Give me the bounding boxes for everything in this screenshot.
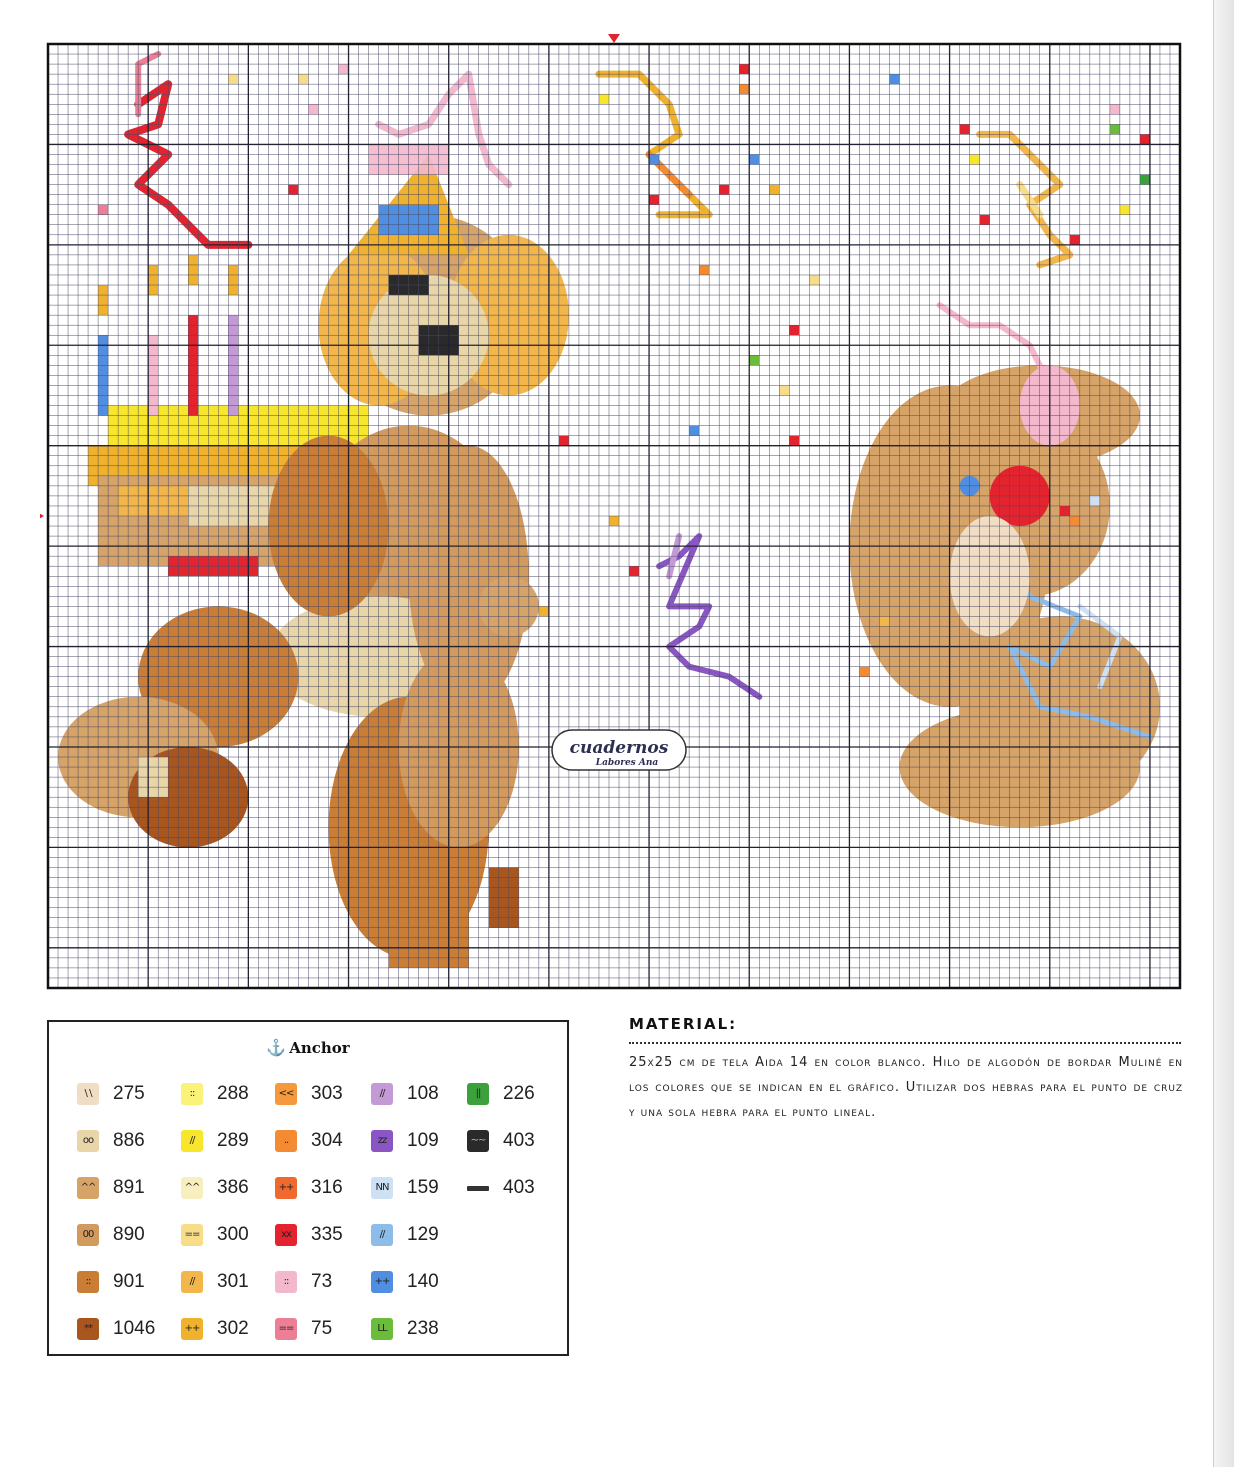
center-marker-left-icon [40,510,44,522]
thread-code: 289 [217,1130,249,1151]
confetti-stitch [749,355,759,365]
thread-swatch-icon: << [275,1083,297,1105]
confetti-stitch [339,64,349,74]
confetti-stitch [539,606,549,616]
thread-swatch-icon: 00 [77,1224,99,1246]
confetti-stitch [298,74,308,84]
thread-swatch-icon: oo [77,1130,99,1152]
legend-item [371,1080,439,1108]
confetti-stitch [960,124,970,134]
thread-code: 302 [217,1318,249,1339]
thread-swatch-icon: :: [275,1271,297,1293]
legend-item [467,1080,535,1108]
confetti-stitch [809,275,819,285]
legend-item [467,1174,535,1202]
thread-code: 300 [217,1224,249,1245]
confetti-stitch [769,185,779,195]
cross-stitch-chart [40,30,1190,995]
thread-swatch-icon: \ \ [77,1083,99,1105]
thread-swatch-icon: :: [181,1083,203,1105]
confetti-stitch [1120,205,1130,215]
legend-item [371,1315,439,1343]
material-title: MATERIAL: [629,1015,738,1033]
confetti-stitch [609,516,619,526]
confetti-stitch [1070,516,1080,526]
legend-item [275,1268,332,1296]
thread-code: 901 [113,1271,145,1292]
confetti-stitch [559,436,569,446]
confetti-stitch [228,74,238,84]
thread-swatch-icon: ^^ [77,1177,99,1199]
thread-code: 403 [503,1177,535,1198]
thread-code: 890 [113,1224,145,1245]
confetti-stitch [649,195,659,205]
thread-swatch-icon: == [275,1318,297,1340]
confetti-stitch [779,385,789,395]
thread-swatch-icon: || [467,1083,489,1105]
legend-item [77,1221,145,1249]
thread-code: 108 [407,1083,439,1104]
stitch-block [188,255,198,285]
confetti-stitch [719,185,729,195]
thread-code: 891 [113,1177,145,1198]
thread-swatch-icon: // [181,1271,203,1293]
color-legend [47,1020,569,1356]
legend-item [181,1174,249,1202]
thread-swatch-icon: xx [275,1224,297,1246]
confetti-stitch [889,74,899,84]
thread-code: 335 [311,1224,343,1245]
legend-item [371,1268,439,1296]
confetti-stitch [970,154,980,164]
confetti-stitch [1070,235,1080,245]
confetti-stitch [749,154,759,164]
confetti-stitch [789,436,799,446]
confetti-stitch [629,566,639,576]
confetti-stitch [1090,496,1100,506]
thread-code: 275 [113,1083,145,1104]
thread-code: 73 [311,1271,333,1292]
confetti-stitch [288,185,298,195]
thread-swatch-icon: NN [371,1177,393,1199]
thread-swatch-icon: ~~ [467,1130,489,1152]
confetti-stitch [689,426,699,436]
thread-swatch-icon: ++ [181,1318,203,1340]
thread-swatch-icon: // [181,1130,203,1152]
stitch-block [98,285,108,315]
thread-swatch-icon: // [371,1083,393,1105]
legend-item [77,1127,145,1155]
thread-code: 288 [217,1083,249,1104]
legend-brand: ⚓ Anchor [266,1038,350,1057]
center-marker-top-icon [608,34,620,43]
confetti-stitch [1110,104,1120,114]
thread-code: 226 [503,1083,535,1104]
legend-item [275,1315,332,1343]
material-description: 25x25 cm de tela Aida 14 en color blanco. Hilo de algodón de bordar Muliné en los colores que se indican en el gráfico. Utilizar dos hebras para el punto de cruz y una sola hebra para el punto lineal. [629,1055,1183,1120]
thread-code: 1046 [113,1318,156,1339]
thread-swatch-icon: .. [275,1130,297,1152]
thread-code: 303 [311,1083,343,1104]
legend-item [275,1221,343,1249]
confetti-stitch [739,64,749,74]
thread-swatch-icon: == [181,1224,203,1246]
thread-code: 238 [407,1318,439,1339]
page-edge [1213,0,1234,1467]
thread-code: 129 [407,1224,439,1245]
thread-code: 304 [311,1130,343,1151]
legend-item [371,1127,439,1155]
thread-code: 403 [503,1130,535,1151]
legend-item [77,1174,145,1202]
legend-item [181,1268,249,1296]
logo-primary-text: cuadernos [569,738,669,758]
legend-item [275,1174,343,1202]
confetti-stitch [739,84,749,94]
thread-swatch-icon: LL [371,1318,393,1340]
thread-code: 140 [407,1271,439,1292]
thread-code: 301 [217,1271,249,1292]
confetti-stitch [649,154,659,164]
thread-swatch-icon [467,1177,489,1199]
confetti-stitch [308,104,318,114]
thread-code: 109 [407,1130,439,1151]
anchor-icon: ⚓ [266,1038,287,1057]
confetti-stitch [1110,124,1120,134]
logo-secondary-text: Labores Ana [595,758,659,768]
thread-swatch-icon: :: [77,1271,99,1293]
material-divider [629,1042,1181,1044]
thread-swatch-icon: ** [77,1318,99,1340]
confetti-stitch [1140,134,1150,144]
thread-code: 159 [407,1177,439,1198]
confetti-stitch [98,205,108,215]
thread-swatch-icon: ++ [371,1271,393,1293]
thread-swatch-icon: // [371,1224,393,1246]
confetti-stitch [1060,506,1070,516]
confetti-stitch [699,265,709,275]
legend-item [275,1127,343,1155]
legend-item [467,1127,535,1155]
thread-swatch-icon: ^^ [181,1177,203,1199]
legend-item [77,1315,155,1343]
thread-code: 886 [113,1130,145,1151]
stitch-block [228,265,238,295]
legend-item [77,1268,145,1296]
legend-item [181,1221,249,1249]
legend-item [275,1080,343,1108]
thread-code: 316 [311,1177,343,1198]
legend-item [181,1315,249,1343]
legend-item [181,1080,249,1108]
legend-item [77,1080,145,1108]
confetti-stitch [980,215,990,225]
stitch-block [148,265,158,295]
legend-item [181,1127,249,1155]
thread-code: 386 [217,1177,249,1198]
thread-code: 75 [311,1318,333,1339]
thread-swatch-icon: zz [371,1130,393,1152]
confetti-stitch [599,94,609,104]
legend-item [371,1174,439,1202]
confetti-stitch [1140,175,1150,185]
publisher-logo [552,730,686,770]
confetti-stitch [879,616,889,626]
confetti-stitch [859,667,869,677]
thread-swatch-icon: ++ [275,1177,297,1199]
legend-item [371,1221,439,1249]
stitch-block [118,486,188,516]
confetti-stitch [789,325,799,335]
